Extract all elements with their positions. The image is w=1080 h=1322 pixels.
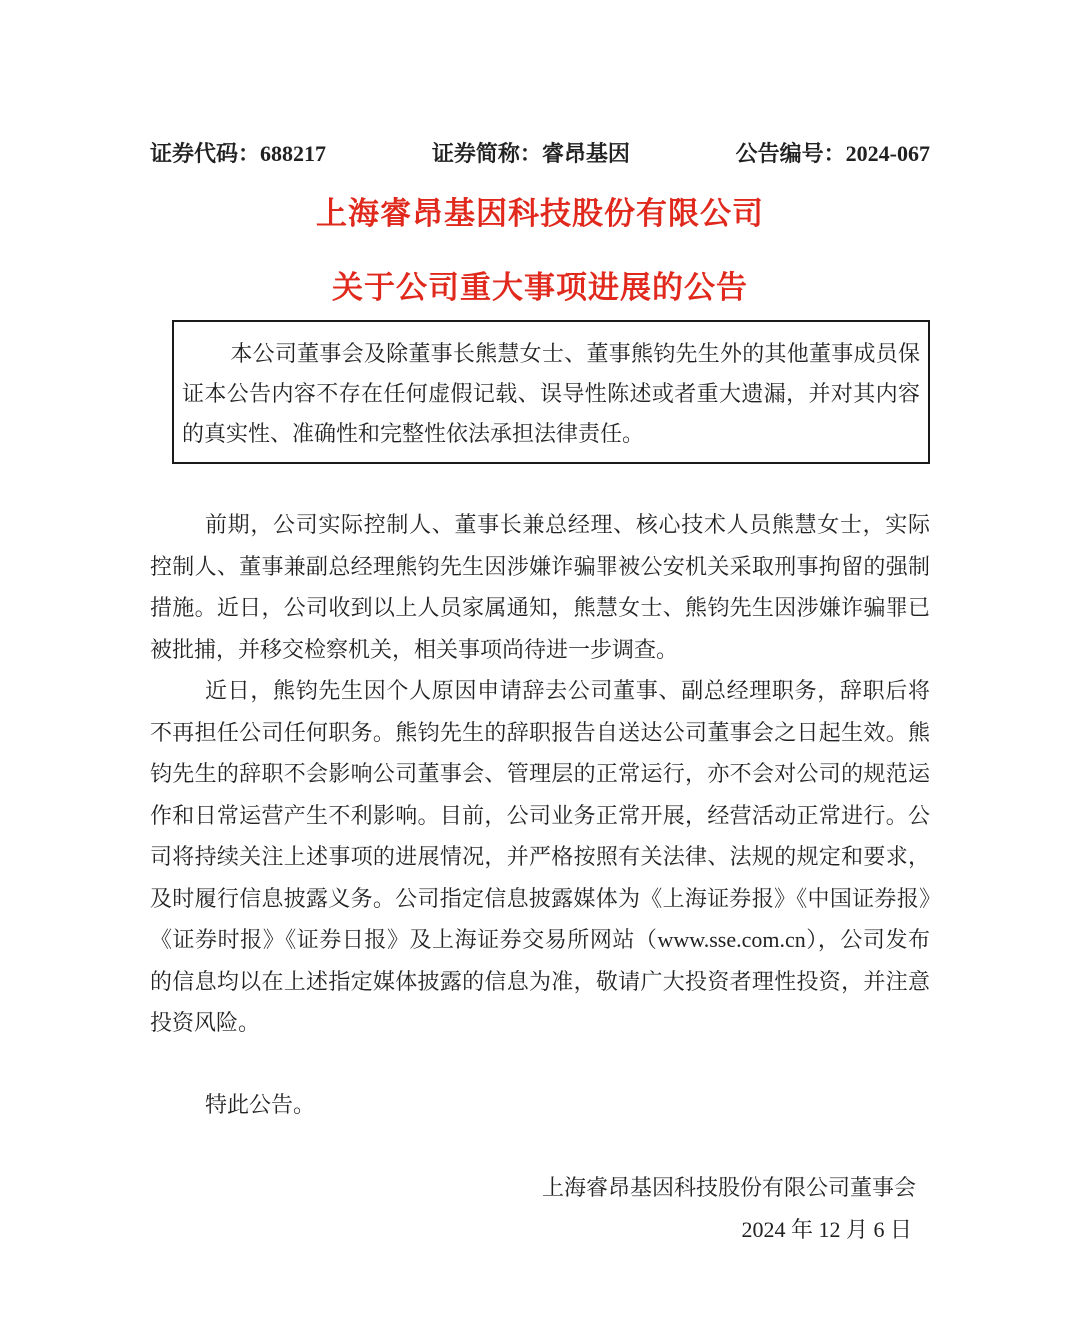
stock-code: [150, 140, 326, 168]
securities-header-row: [150, 140, 930, 168]
company-title: 上海睿昂基因科技股份有限公司: [316, 196, 764, 231]
signature-block: [150, 1167, 930, 1250]
closing-statement: 特此公告。: [205, 1091, 316, 1117]
stock-code-label: 证券代码：: [150, 141, 261, 166]
stock-abbr: [432, 140, 630, 168]
signature-board: 上海睿昂基因科技股份有限公司董事会: [541, 1175, 916, 1200]
stock-abbr-value: 睿昂基因: [541, 141, 630, 166]
document-content: [150, 0, 930, 1250]
stock-code-value: 688217: [260, 141, 327, 166]
paragraph-resignation-and-disclosure: 近日，熊钧先生因个人原因申请辞去公司董事、副总经理职务，辞职后将不再担任公司任何职务。熊钧先生的辞职报告自送达公司董事会之日起生效。熊钧先生的辞职不会影响公司董事会、管理层的正常运行，亦不会对公司的规范运作和日常运营产生不利影响。目前，公司业务正常开展，经营活动正常进行。公司将持续关注上述事项的进展情况，并严格按照有关法律、法规的规定和要求，及时履行信息披露义务。公司指定信息披露媒体为《上海证券报》《中国证券报》《证券时报》《证券日报》及上海证券交易所网站（www.sse.com.cn），公司发布的信息均以在上述指定媒体披露的信息为准，敬请广大投资者理性投资，并注意投资风险。: [150, 678, 930, 1035]
board-statement-box: 本公司董事会及除董事长熊慧女士、董事熊钧先生外的其他董事成员保证本公告内容不存在任何虚假记载、误导性陈述或者重大遗漏，并对其内容的真实性、准确性和完整性依法承担法律责任。: [172, 320, 930, 464]
announcement-number: [736, 140, 930, 168]
paragraph-progress-update: 前期，公司实际控制人、董事长兼总经理、核心技术人员熊慧女士，实际控制人、董事兼副总经理熊钧先生因涉嫌诈骗罪被公安机关采取刑事拘留的强制措施。近日，公司收到以上人员家属通知，熊慧女士、熊钧先生因涉嫌诈骗罪已被批捕，并移交检察机关，相关事项尚待进一步调查。: [150, 512, 930, 662]
announcement-number-value: 2024-067: [845, 141, 930, 166]
announcement-title: 关于公司重大事项进展的公告: [332, 270, 748, 305]
announcement-body: [150, 504, 930, 1044]
signature-date: 2024 年 12 月 6 日: [741, 1216, 912, 1242]
stock-abbr-label: 证券简称：: [431, 141, 542, 166]
announcement-number-label: 公告编号：: [735, 141, 846, 166]
